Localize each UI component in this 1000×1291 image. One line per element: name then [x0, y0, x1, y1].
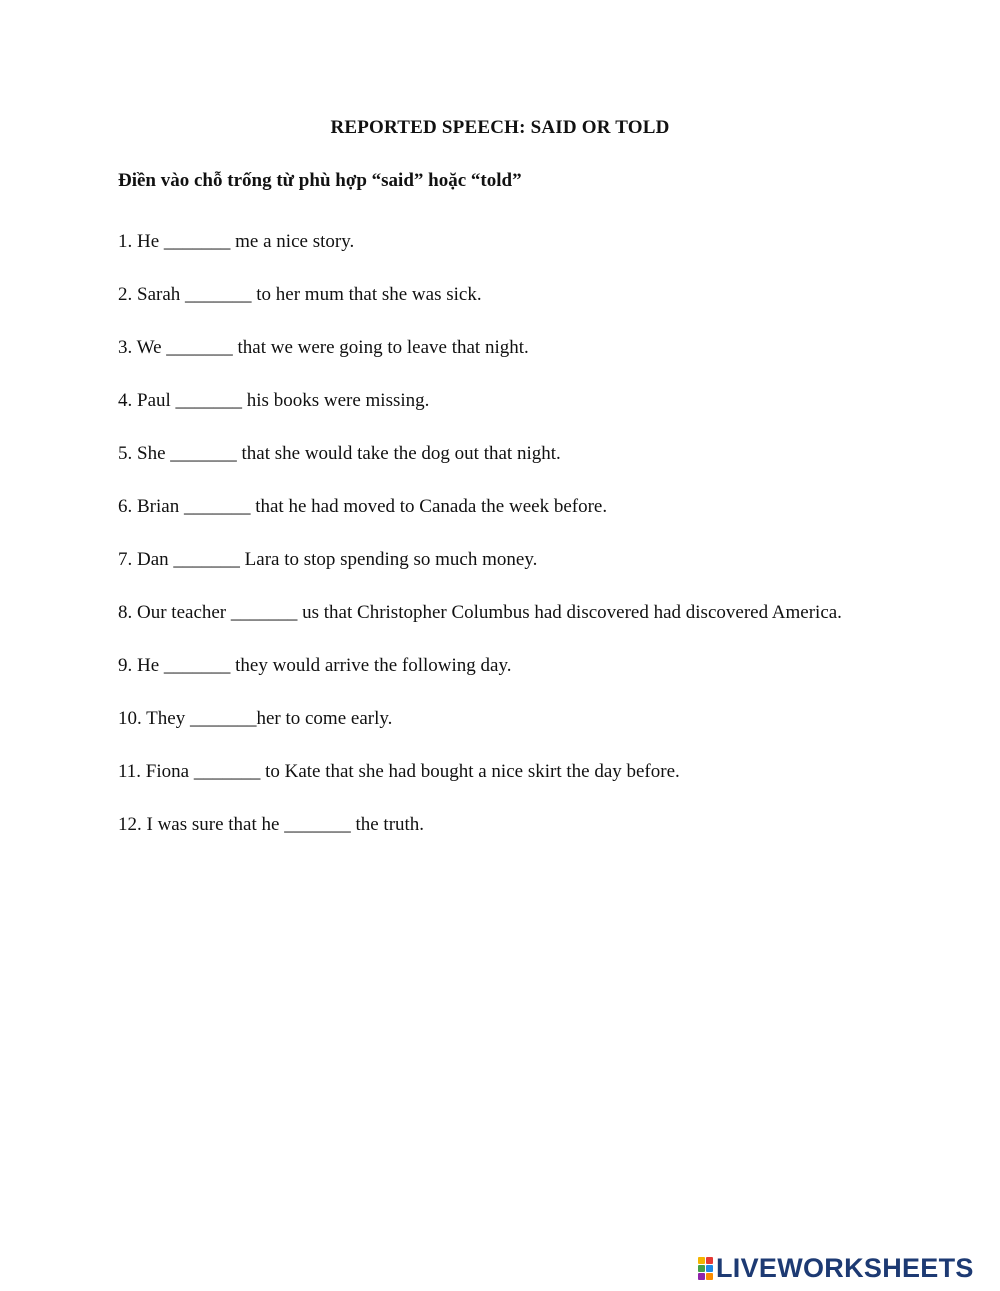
question-item: 4. Paul _______ his books were missing.: [118, 390, 430, 411]
question-item: 12. I was sure that he _______ the truth.: [118, 814, 425, 835]
logo-block: [706, 1273, 713, 1280]
question-item: 11. Fiona _______ to Kate that she had bought a nice skirt the day before.: [118, 761, 680, 782]
question-item: 1. He _______ me a nice story.: [118, 231, 355, 252]
question-item: 9. He _______ they would arrive the following day.: [118, 655, 512, 676]
instruction-text: Điền vào chỗ trống từ phù hợp “said” hoặc “told”: [118, 170, 522, 191]
question-item: 6. Brian _______ that he had moved to Canada the week before.: [118, 496, 608, 517]
question-item: 10. They _______her to come early.: [118, 708, 393, 729]
logo-block: [698, 1273, 705, 1280]
page-title: REPORTED SPEECH: SAID OR TOLD: [330, 117, 670, 138]
liveworksheets-logo-icon: [698, 1257, 713, 1280]
logo-text: LIVEWORKSHEETS: [716, 1252, 974, 1283]
question-list: [118, 224, 878, 860]
logo-block: [706, 1257, 713, 1264]
question-item: 2. Sarah _______ to her mum that she was sick.: [118, 284, 482, 305]
logo-block: [706, 1265, 713, 1272]
liveworksheets-logo: [698, 1253, 974, 1283]
question-item: 7. Dan _______ Lara to stop spending so much money.: [118, 549, 538, 570]
logo-block: [698, 1265, 705, 1272]
question-item: 3. We _______ that we were going to leave that night.: [118, 337, 529, 358]
question-item: 8. Our teacher _______ us that Christopher Columbus had discovered had discovered America.: [118, 602, 842, 623]
question-item: 5. She _______ that she would take the dog out that night.: [118, 443, 561, 464]
logo-block: [698, 1257, 705, 1264]
